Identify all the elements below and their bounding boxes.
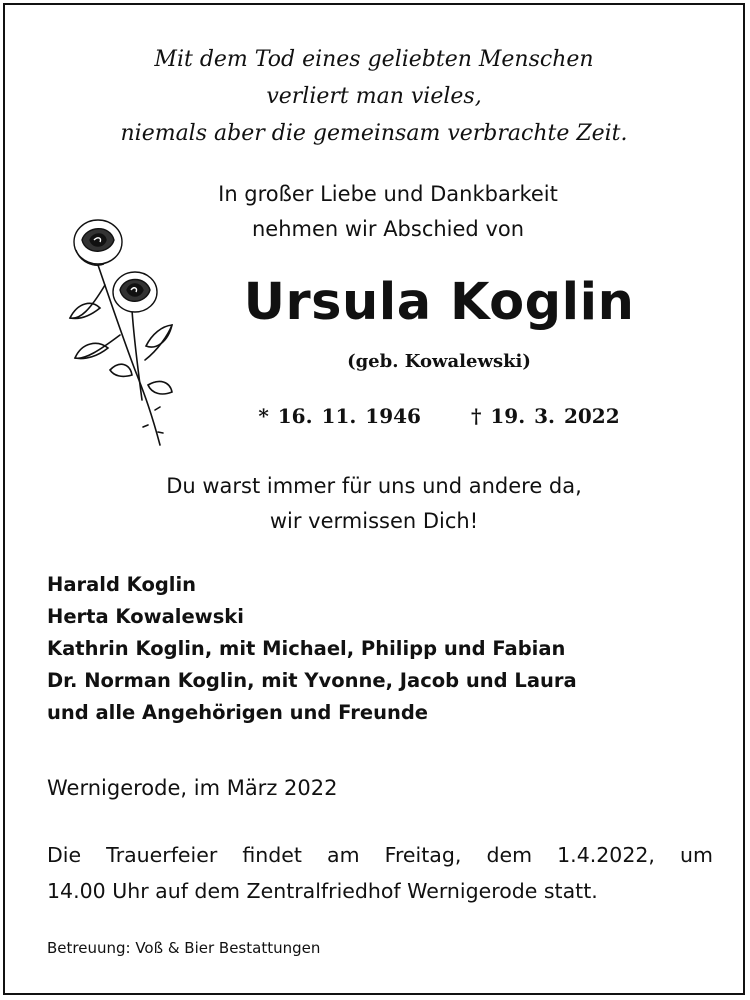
mourners-list xyxy=(47,569,577,729)
quote-line: niemals aber die gemeinsam verbrachte Zeit. xyxy=(120,121,628,146)
mourner-entry: und alle Angehörigen und Freunde xyxy=(47,701,429,724)
mourner-entry: Herta Kowalewski xyxy=(47,605,244,628)
mourner-entry: Dr. Norman Koglin, mit Yvonne, Jacob und Laura xyxy=(47,669,577,692)
mourner-entry: Harald Koglin xyxy=(47,573,197,596)
funeral-home-credit: Betreuung: Voß & Bier Bestattungen xyxy=(47,939,321,957)
message-line: wir vermissen Dich! xyxy=(269,509,479,533)
funeral-ceremony-info xyxy=(47,837,713,909)
deceased-name: Ursula Koglin xyxy=(243,273,635,332)
intro-line: In großer Liebe und Dankbarkeit xyxy=(218,182,558,206)
quote-line: verliert man vieles, xyxy=(266,84,482,109)
ceremony-line: 14.00 Uhr auf dem Zentralfriedhof Wernigerode statt. xyxy=(47,879,598,903)
birth-date: * 16. 11. 1946 xyxy=(258,404,421,428)
place-and-date: Wernigerode, im März 2022 xyxy=(47,776,338,800)
opening-quote xyxy=(5,41,743,152)
mourner-entry: Kathrin Koglin, mit Michael, Philipp und Fabian xyxy=(47,637,566,660)
birth-name: (geb. Kowalewski) xyxy=(347,351,531,372)
ceremony-line: Die Trauerfeier findet am Freitag, dem 1.4.2022, um xyxy=(47,843,713,867)
farewell-message xyxy=(5,469,743,539)
life-dates xyxy=(5,401,743,431)
quote-line: Mit dem Tod eines geliebten Menschen xyxy=(154,47,594,72)
message-line: Du warst immer für uns und andere da, xyxy=(166,474,582,498)
intro-line: nehmen wir Abschied von xyxy=(251,217,525,241)
death-date: † 19. 3. 2022 xyxy=(470,404,620,428)
obituary-notice xyxy=(3,3,745,995)
